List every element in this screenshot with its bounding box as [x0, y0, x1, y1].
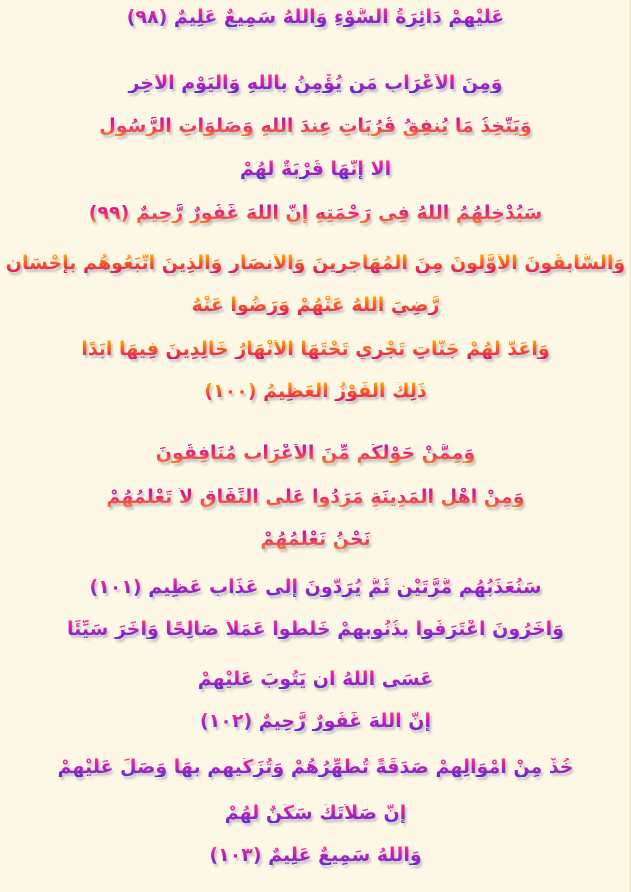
verse-line-14: وَآخَرُونَ اعْتَرَفُواْ بِذُنُوبِهِمْ خَلَطُواْ عَمَلاً صَالِحًا وَآخَرَ سَيِّئًا [0, 620, 631, 639]
verse-line-18: إِنَّ صَلاَتَكَ سَكَنٌ لَّهُمْ [0, 804, 631, 823]
verse-line-19: وَاللّهُ سَمِيعٌ عَلِيمٌ (١٠٣) [0, 846, 631, 865]
verse-line-7: رَّضِيَ اللّهُ عَنْهُمْ وَرَضُواْ عَنْهُ [0, 296, 631, 315]
verse-line-17: خُذْ مِنْ أَمْوَالِهِمْ صَدَقَةً تُطَهِّرُهُمْ وَتُزَكِّيهِم بِهَا وَصَلِّ عَلَيْهِمْ [0, 758, 631, 777]
verse-line-2: وَمِنَ الأَعْرَابِ مَن يُؤْمِنُ بِاللّهِ وَالْيَوْمِ الآخِرِ [0, 74, 631, 93]
verse-line-1: عَلَيْهِمْ دَائِرَةُ السَّوْءِ وَاللّهُ سَمِيعٌ عَلِيمٌ (٩٨) [0, 8, 631, 27]
verse-line-5: سَيُدْخِلُهُمُ اللّهُ فِي رَحْمَتِهِ إِنَّ اللّهَ غَفُورٌ رَّحِيمٌ (٩٩) [0, 204, 631, 223]
verse-line-4: أَلا إِنَّهَا قُرْبَةٌ لَّهُمْ [0, 160, 631, 179]
verse-line-9: ذَلِكَ الْفَوْزُ الْعَظِيمُ (١٠٠) [0, 382, 631, 401]
verse-line-6: وَالسَّابِقُونَ الأَوَّلُونَ مِنَ الْمُهَاجِرِينَ وَالأَنصَارِ وَالَّذِينَ اتَّبَعُوهُم بِإِحْسَانٍ [0, 254, 631, 273]
verse-line-13: سَنُعَذِّبُهُم مَّرَّتَيْنِ ثُمَّ يُرَدُّونَ إِلَى عَذَابٍ عَظِيمٍ (١٠١) [0, 578, 631, 597]
verse-line-8: وَأَعَدَّ لَهُمْ جَنَّاتٍ تَجْرِي تَحْتَهَا الأَنْهَارُ خَالِدِينَ فِيهَا أَبَدًا [0, 340, 631, 359]
verse-line-10: وَمِمَّنْ حَوْلَكُم مِّنَ الأَعْرَابِ مُنَافِقُونَ [0, 444, 631, 463]
verse-line-15: عَسَى اللّهُ أَن يَتُوبَ عَلَيْهِمْ [0, 670, 631, 689]
verse-line-11: وَمِنْ أَهْلِ الْمَدِينَةِ مَرَدُواْ عَلَى النِّفَاقِ لاَ تَعْلَمُهُمْ [0, 488, 631, 507]
verse-line-3: وَيَتَّخِذُ مَا يُنفِقُ قُرُبَاتٍ عِندَ اللّهِ وَصَلَوَاتِ الرَّسُولِ [0, 117, 631, 136]
verse-line-12: نَحْنُ نَعْلَمُهُمْ [0, 530, 631, 549]
verse-line-16: إِنَّ اللّهَ غَفُورٌ رَّحِيمٌ (١٠٢) [0, 712, 631, 731]
